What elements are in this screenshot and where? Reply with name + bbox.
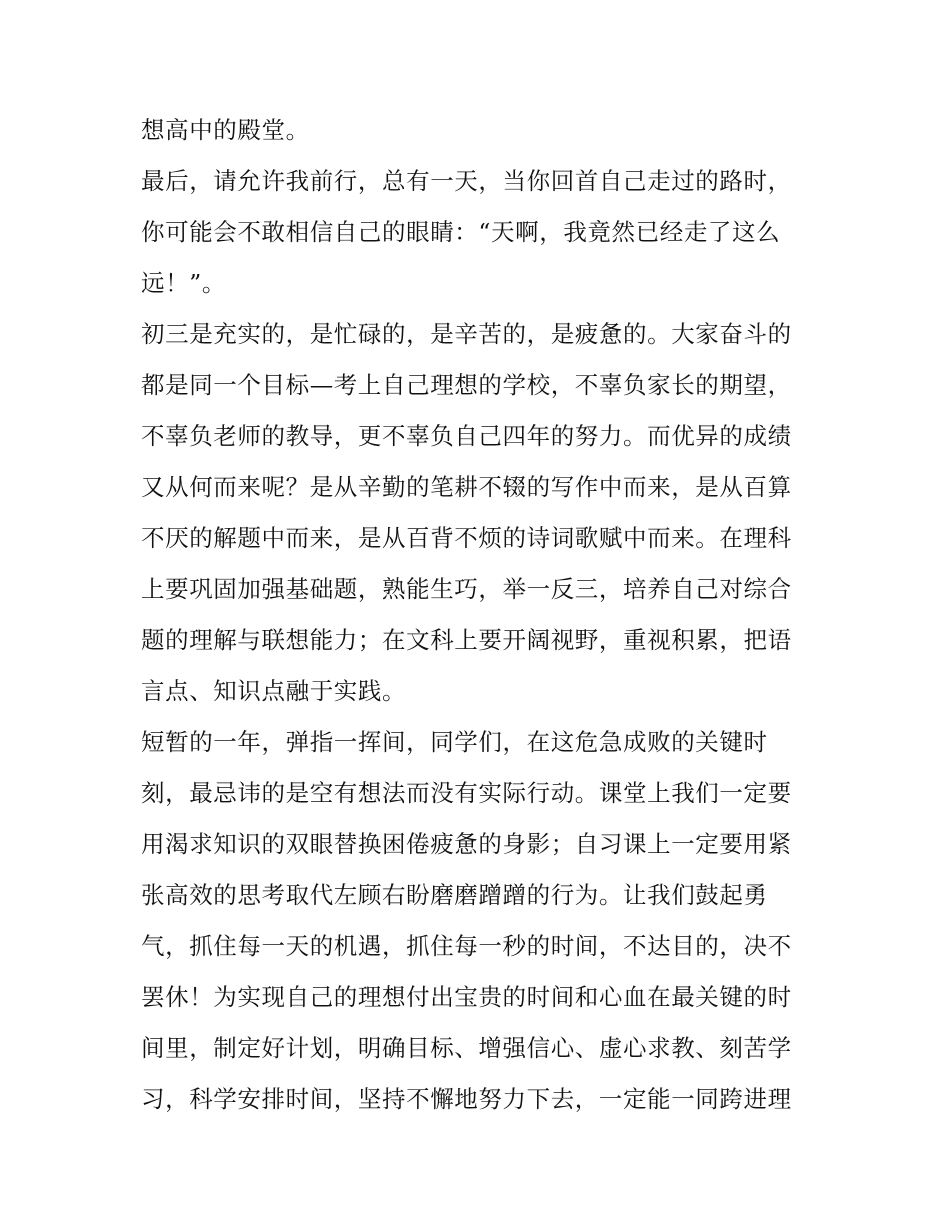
text-line: 初三是充实的，是忙碌的，是辛苦的，是疲惫的。大家奋斗的 bbox=[141, 320, 792, 348]
text-line: 罢休！为实现自己的理想付出宝贵的时间和心血在最关键的时 bbox=[141, 983, 792, 1011]
text-line: 最后，请允许我前行，总有一天，当你回首自己走过的路时， bbox=[141, 167, 792, 195]
text-line: 用渴求知识的双眼替换困倦疲惫的身影；自习课上一定要用紧 bbox=[141, 830, 792, 858]
text-line: 都是同一个目标—考上自己理想的学校，不辜负家长的期望， bbox=[141, 371, 792, 399]
text-line: 你可能会不敢相信自己的眼睛：“天啊，我竟然已经走了这么 bbox=[141, 218, 781, 246]
text-line: 想高中的殿堂。 bbox=[141, 116, 310, 144]
text-line: 不厌的解题中而来，是从百背不烦的诗词歌赋中而来。在理科 bbox=[141, 524, 792, 552]
text-line: 题的理解与联想能力；在文科上要开阔视野，重视积累，把语 bbox=[141, 626, 792, 654]
text-line: 刻，最忌讳的是空有想法而没有实际行动。课堂上我们一定要 bbox=[141, 779, 792, 807]
text-line: 又从何而来呢？是从辛勤的笔耕不辍的写作中而来，是从百算 bbox=[141, 473, 792, 501]
text-line: 气，抓住每一天的机遇，抓住每一秒的时间，不达目的，决不 bbox=[141, 932, 792, 960]
text-line: 习，科学安排时间，坚持不懈地努力下去，一定能一同跨进理 bbox=[141, 1085, 792, 1113]
text-line: 不辜负老师的教导，更不辜负自己四年的努力。而优异的成绩 bbox=[141, 422, 792, 450]
body-text bbox=[141, 110, 821, 1130]
text-line: 远！”。 bbox=[141, 269, 226, 297]
text-line: 上要巩固加强基础题，熟能生巧，举一反三，培养自己对综合 bbox=[141, 575, 792, 603]
text-line: 张高效的思考取代左顾右盼磨磨蹭蹭的行为。让我们鼓起勇 bbox=[141, 881, 768, 909]
text-line: 间里，制定好计划，明确目标、增强信心、虚心求教、刻苦学 bbox=[141, 1034, 792, 1062]
text-line: 短暂的一年，弹指一挥间，同学们，在这危急成败的关键时 bbox=[141, 728, 768, 756]
text-line: 言点、知识点融于实践。 bbox=[141, 677, 407, 705]
